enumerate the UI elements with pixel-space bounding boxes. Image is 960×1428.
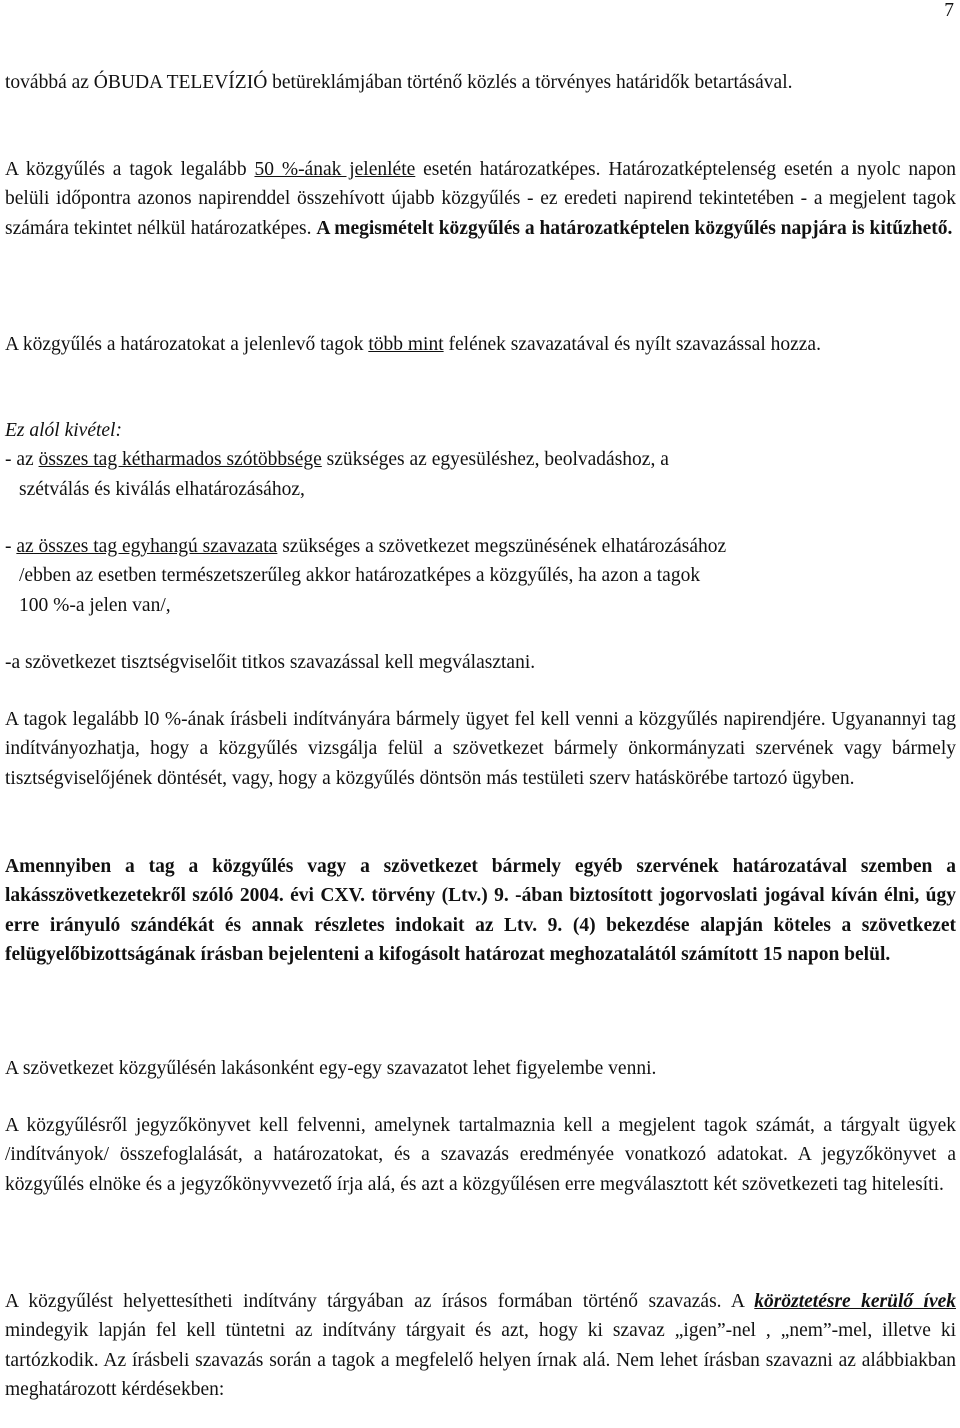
exception-item-merger-cont: szétválás és kiválás elhatározásához, xyxy=(19,478,305,500)
paragraph-quorum xyxy=(5,155,956,243)
quorum-text-a: A közgyűlés a tagok legalább xyxy=(5,159,255,180)
item-dash: - xyxy=(5,536,17,557)
paragraph-written-vote xyxy=(5,1287,956,1405)
exception-item-merger xyxy=(5,445,669,474)
paragraph-secret-ballot: -a szövetkezet tisztségviselőit titkos szavazással kell megválasztani. xyxy=(5,652,536,673)
quorum-bold: A megismételt közgyűlés a határozatképtelen közgyűlés napjára is kitűzhető. xyxy=(316,217,953,239)
written-vote-emphasis: köröztetésre kerülő ívek xyxy=(754,1291,956,1312)
dissolution-line1 xyxy=(5,532,726,561)
majority-underlined: több mint xyxy=(368,334,444,355)
exception-item-dissolution xyxy=(5,532,726,620)
paragraph-announcement: továbbá az ÓBUDA TELEVÍZIÓ betüreklámjában történő közlés a törvényes határidők betartásával. xyxy=(5,72,793,93)
quorum-underlined: 50 %-ának jelenléte xyxy=(254,159,416,180)
item-dash: - az xyxy=(5,449,39,471)
dissolution-text: szükséges a szövetkezet megszünésének elhatározásához xyxy=(277,536,727,557)
exception-heading: Ez alól kivétel: xyxy=(5,420,122,441)
paragraph-legal-remedy: Amennyiben a tag a közgyűlés vagy a szövetkezet bármely egyéb szervének határozatával szemben a lakásszövetkezetekről szóló 2004. évi CXV. törvény (Ltv.) 9. -ában biztosított jogorvoslati jogával kíván élni, úgy erre irányuló szándékát és annak részletes indokait az Ltv. 9. (4) bekezdése alapján köteles a szövetkezet felügyelőbizottságának írásban bejelenteni a kifogásolt határozat meghozatalától számított 15 napon belül. xyxy=(5,856,956,966)
written-vote-text-a: A közgyűlést helyettesítheti indítvány tárgyában az írásos formában történő szavazás. A xyxy=(5,1291,755,1312)
written-vote-text-b: mindegyik lapján fel kell tüntetni az indítvány tárgyait és azt, hogy ki szavaz „igen”-nel , „nem”-mel, illetve ki tartózkodik. Az írásbeli szavazás során a tagok a megfelelő helyen írnak alá. Nem lehet írásban szavazni az alábbiakban meghatározott kérdésekben: xyxy=(5,1320,956,1401)
page-number: 7 xyxy=(944,0,954,21)
dissolution-underlined: az összes tag egyhangú szavazata xyxy=(16,536,278,557)
majority-text-a: A közgyűlés a határozatokat a jelenlevő tagok xyxy=(5,334,369,355)
exception-text: szükséges az egyesüléshez, beolvadáshoz, a xyxy=(321,449,669,471)
exception-block xyxy=(5,416,669,504)
majority-text-b: felének szavazatával és nyílt szavazással hozza. xyxy=(443,334,821,355)
paragraph-majority xyxy=(5,330,821,359)
dissolution-line3: 100 %-a jelen van/, xyxy=(19,594,171,616)
paragraph-motion: A tagok legalább l0 %-ának írásbeli indítványára bármely ügyet fel kell venni a közgyűlés napirendjére. Ugyanannyi tag indítványozhatja, hogy a közgyűlés vizsgálja felül a szövetkezet bármely önkormányzati szervének vagy bármely tisztségviselőjének döntését, vagy, hogy a közgyűlés döntsön más testületi szerv hatáskörébe tartozó ügyben. xyxy=(5,709,956,789)
paragraph-votes-per-flat: A szövetkezet közgyűlésén lakásonként egy-egy szavazatot lehet figyelembe venni. xyxy=(5,1058,657,1079)
paragraph-minutes: A közgyűlésről jegyzőkönyvet kell felvenni, amelynek tartalmaznia kell a megjelent tagok számát, a tárgyalt ügyek /indítványok/ összefoglalását, a határozatokat, és a szavazás eredményée vonatkozó adatokat. A jegyzőkönyvet a közgyűlés elnöke és a jegyzőkönyvvezető írja alá, és azt a közgyűlésen erre megválasztott két szövetkezeti tag hitelesíti. xyxy=(5,1115,956,1195)
exception-underlined: összes tag kétharmados szótöbbsége xyxy=(38,449,322,471)
quorum-text-b: esetén határozatképes. Határozatképtelenség esetén a nyolc napon belüli időpontra azonos napirenddel összehívott újabb közgyűlés - ez eredeti napirend tekintetében - a megjelent tagok számára tekintet nélkül határozatképes. xyxy=(5,159,956,239)
dissolution-line2: /ebben az esetben természetszerűleg akkor határozatképes a közgyűlés, ha azon a tagok xyxy=(19,565,701,587)
